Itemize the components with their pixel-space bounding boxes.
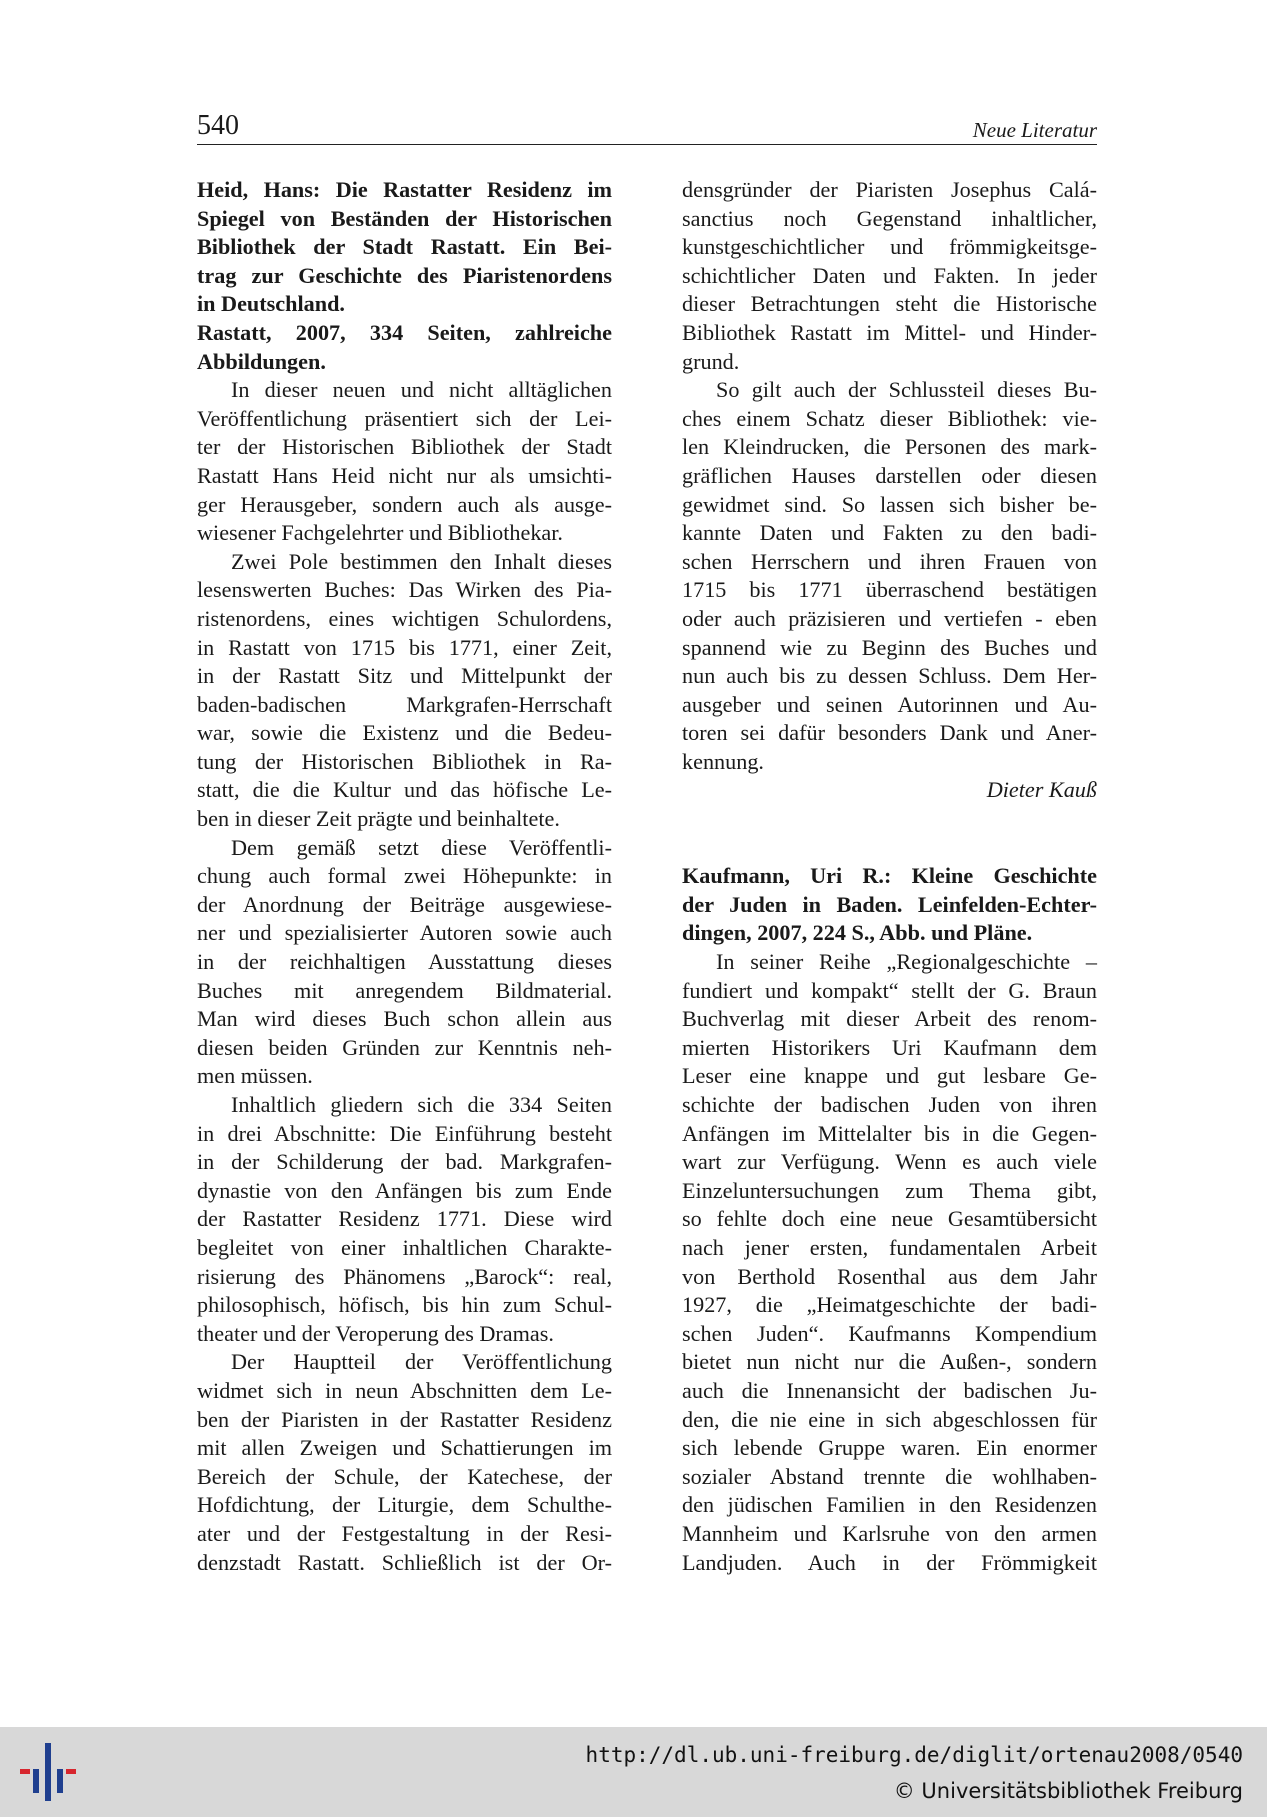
- text-line: risierung des Phänomens „Barock“: real,: [197, 1263, 612, 1289]
- text-line: Bereich der Schule, der Katechese, der: [197, 1463, 612, 1489]
- text-line: ger Herausgeber, sondern auch als ausge-: [197, 491, 612, 517]
- text-line: ben der Piaristen in der Rastatter Residenz: [197, 1406, 612, 1432]
- text-line: mit allen Zweigen und Schattierungen im: [197, 1435, 612, 1461]
- text-line: sozialer Abstand trennte die wohlhaben-: [682, 1463, 1097, 1489]
- reviewer-signature: Dieter Kauß: [986, 777, 1097, 803]
- text-line: schen Herrschern und ihren Frauen von: [682, 548, 1097, 574]
- text-line: Anfängen im Mittelalter bis in die Gegen-: [682, 1120, 1097, 1146]
- text-line: war, sowie die Existenz und die Bedeu-: [197, 720, 612, 746]
- text-line: spannend wie zu Beginn des Buches und: [682, 634, 1097, 660]
- paragraph-gap: [682, 805, 1097, 834]
- header-rule: [197, 144, 1097, 145]
- text-line: chung auch formal zwei Höhepunkte: in: [197, 863, 612, 889]
- text-line: denzstadt Rastatt. Schließlich ist der Or-: [197, 1549, 612, 1575]
- text-line: begleitet von einer inhaltlichen Charakte-: [197, 1234, 612, 1260]
- text-line: Veröffentlichung präsentiert sich der Lei-: [197, 405, 612, 431]
- bibliographic-heading-line: in Deutschland.: [197, 291, 345, 317]
- text-line: gräflichen Hauses darstellen oder diesen: [682, 462, 1097, 488]
- bibliographic-heading-line: trag zur Geschichte des Piaristenordens: [197, 262, 612, 288]
- text-line: auch die Innenansicht der badischen Ju-: [682, 1377, 1097, 1403]
- bibliographic-heading-line: Bibliothek der Stadt Rastatt. Ein Bei-: [197, 234, 612, 260]
- text-line: kennung.: [682, 748, 764, 774]
- page-number: 540: [197, 110, 239, 141]
- text-line: Buches mit anregendem Bildmaterial.: [197, 977, 612, 1003]
- text-line: den, die nie eine in sich abgeschlossen für: [682, 1406, 1097, 1432]
- text-line: sanctius noch Gegenstand inhaltlicher,: [682, 205, 1097, 231]
- paragraph-gap: [682, 834, 1097, 863]
- text-line: Der Hauptteil der Veröffentlichung: [231, 1349, 612, 1375]
- text-line: ristenordens, eines wichtigen Schulordens,: [197, 605, 612, 631]
- text-line: in der reichhaltigen Ausstattung dieses: [197, 949, 612, 975]
- text-line: Dem gemäß setzt diese Veröffentli-: [231, 834, 612, 860]
- text-line: In dieser neuen und nicht alltäglichen: [231, 377, 612, 403]
- text-line: ater und der Festgestaltung in der Resi-: [197, 1520, 612, 1546]
- text-line: men müssen.: [197, 1063, 313, 1089]
- text-line: Leser eine knappe und gut lesbare Ge-: [682, 1063, 1097, 1089]
- text-line: kunstgeschichtlicher und frömmigkeitsge-: [682, 234, 1097, 260]
- bibliographic-heading-line: Kaufmann, Uri R.: Kleine Geschichte: [682, 863, 1097, 889]
- text-line: Mannheim und Karlsruhe von den armen: [682, 1520, 1097, 1546]
- text-line: der Rastatter Residenz 1771. Diese wird: [197, 1206, 612, 1232]
- text-line: wiesener Fachgelehrter und Bibliothekar.: [197, 520, 563, 546]
- text-line: theater und der Veroperung des Dramas.: [197, 1320, 554, 1346]
- text-line: 1715 bis 1771 überraschend bestätigen: [682, 577, 1097, 603]
- bibliographic-heading-line: Spiegel von Beständen der Historischen: [197, 205, 612, 231]
- text-line: lesenswerten Buches: Das Wirken des Pia-: [197, 577, 612, 603]
- text-line: in drei Abschnitte: Die Einführung besteht: [197, 1120, 612, 1146]
- bibliographic-heading-line: Rastatt, 2007, 334 Seiten, zahlreiche: [197, 319, 612, 345]
- text-line: schen Juden“. Kaufmanns Kompendium: [682, 1320, 1097, 1346]
- text-line: nach jener ersten, fundamentalen Arbeit: [682, 1234, 1097, 1260]
- text-line: Rastatt Hans Heid nicht nur als umsichti-: [197, 462, 612, 488]
- text-line: So gilt auch der Schlussteil dieses Bu-: [716, 377, 1097, 403]
- bibliographic-heading-line: dingen, 2007, 224 S., Abb. und Pläne.: [682, 920, 1033, 946]
- text-line: 1927, die „Heimatgeschichte der badi-: [682, 1292, 1097, 1318]
- bibliographic-heading-line: Heid, Hans: Die Rastatter Residenz im: [197, 177, 612, 202]
- running-head: Neue Literatur: [972, 118, 1097, 142]
- text-line: von Berthold Rosenthal aus dem Jahr: [682, 1263, 1097, 1289]
- copyright-notice: © Universitätsbibliothek Freiburg: [893, 1779, 1243, 1803]
- text-line: Hofdichtung, der Liturgie, dem Schulthe-: [197, 1492, 612, 1518]
- text-line: ner und spezialisierter Autoren sowie auch: [197, 920, 612, 946]
- text-line: dieser Betrachtungen steht die Historische: [682, 291, 1097, 317]
- text-line: schichtlicher Daten und Fakten. In jeder: [682, 262, 1097, 288]
- text-line: toren sei dafür besonders Dank und Aner-: [682, 720, 1097, 746]
- text-line: Zwei Pole bestimmen den Inhalt dieses: [231, 548, 612, 574]
- text-line: in Rastatt von 1715 bis 1771, einer Zeit,: [197, 634, 612, 660]
- text-line: so fehlte doch eine neue Gesamtübersicht: [682, 1206, 1097, 1232]
- text-line: in der Schilderung der bad. Markgrafen-: [197, 1149, 612, 1175]
- library-logo-icon: [18, 1739, 80, 1805]
- text-line: Bibliothek Rastatt im Mittel- und Hinder-: [682, 319, 1097, 345]
- bibliographic-heading-line: der Juden in Baden. Leinfelden-Echter-: [682, 891, 1097, 917]
- text-line: widmet sich in neun Abschnitten dem Le-: [197, 1377, 612, 1403]
- text-line: Inhaltlich gliedern sich die 334 Seiten: [231, 1092, 612, 1117]
- right-text-column: [682, 176, 1097, 1577]
- text-line: ben in dieser Zeit prägte und beinhaltete.: [197, 806, 560, 832]
- text-line: densgründer der Piaristen Josephus Calá-: [682, 177, 1097, 202]
- text-line: sich lebende Gruppe waren. Ein enormer: [682, 1435, 1097, 1461]
- text-line: bietet nun nicht nur die Außen-, sondern: [682, 1349, 1097, 1375]
- text-line: ches einem Schatz dieser Bibliothek: vie-: [682, 405, 1097, 431]
- text-line: dynastie von den Anfängen bis zum Ende: [197, 1177, 612, 1203]
- text-line: den jüdischen Familien in den Residenzen: [682, 1492, 1097, 1518]
- text-line: statt, die die Kultur und das höfische Le-: [197, 777, 612, 803]
- text-line: grund.: [682, 348, 740, 374]
- text-line: schichte der badischen Juden von ihren: [682, 1092, 1097, 1117]
- text-line: tung der Historischen Bibliothek in Ra-: [197, 748, 612, 774]
- text-line: ter der Historischen Bibliothek der Stadt: [197, 434, 612, 460]
- source-url-link[interactable]: http://dl.ub.uni-freiburg.de/diglit/ortenau2008/0540: [585, 1743, 1243, 1767]
- text-line: len Kleindrucken, die Personen des mark-: [682, 434, 1097, 460]
- text-line: Landjuden. Auch in der Frömmigkeit: [682, 1549, 1097, 1575]
- footer-bar: [0, 1727, 1267, 1817]
- left-text-column: [197, 176, 612, 1577]
- text-line: oder auch präzisieren und vertiefen - eben: [682, 605, 1097, 631]
- text-line: Man wird dieses Buch schon allein aus: [197, 1006, 612, 1032]
- text-line: Einzeluntersuchungen zum Thema gibt,: [682, 1177, 1097, 1203]
- text-line: kannte Daten und Fakten zu den badi-: [682, 520, 1097, 546]
- text-line: baden-badischen Markgrafen-Herrschaft: [197, 691, 612, 717]
- text-line: Buchverlag mit dieser Arbeit des renom-: [682, 1006, 1097, 1032]
- text-line: philosophisch, höfisch, bis hin zum Schul-: [197, 1292, 612, 1318]
- text-line: mierten Historikers Uri Kaufmann dem: [682, 1034, 1097, 1060]
- bibliographic-heading-line: Abbildungen.: [197, 348, 326, 374]
- text-line: gewidmet sind. So lassen sich bisher be-: [682, 491, 1097, 517]
- text-line: in der Rastatt Sitz und Mittelpunkt der: [197, 663, 612, 689]
- text-line: der Anordnung der Beiträge ausgewiese-: [197, 891, 612, 917]
- text-line: diesen beiden Gründen zur Kenntnis neh-: [197, 1034, 612, 1060]
- text-line: In seiner Reihe „Regionalgeschichte –: [716, 949, 1097, 975]
- text-line: nun auch bis zu dessen Schluss. Dem Her-: [682, 663, 1097, 689]
- text-line: ausgeber und seinen Autorinnen und Au-: [682, 691, 1097, 717]
- text-line: fundiert und kompakt“ stellt der G. Braun: [682, 977, 1097, 1003]
- text-line: wart zur Verfügung. Wenn es auch viele: [682, 1149, 1097, 1175]
